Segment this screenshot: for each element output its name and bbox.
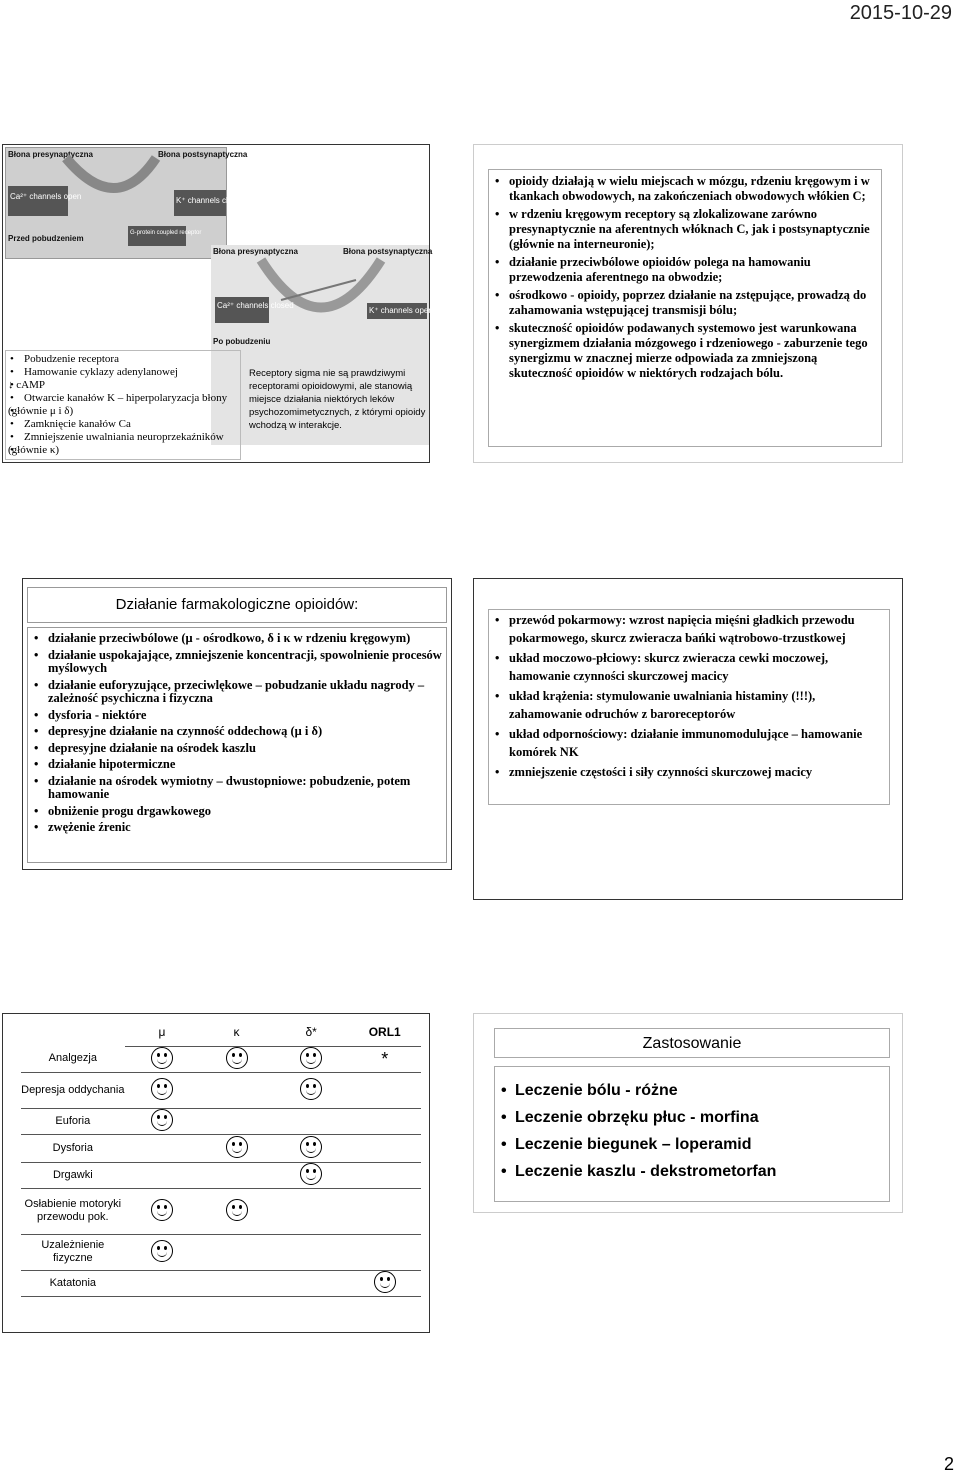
table-row [21,1134,421,1162]
smiley-icon [226,1136,248,1158]
cell-mu [125,1108,200,1134]
cell-orl1 [348,1108,421,1134]
applications-title-box [494,1028,890,1058]
label-before-excitation: Przed pobudzeniem [8,234,84,243]
sites-box [488,169,882,447]
smiley-icon [226,1047,248,1069]
cell-delta [274,1072,349,1108]
table-row [21,1108,421,1134]
slide-pharmacological-action [22,578,452,870]
list-item: • dysforia - niektóre [32,709,442,723]
table-row [21,1072,421,1108]
table-row [21,1162,421,1188]
table-header-row [21,1018,421,1046]
cell-mu [125,1134,200,1162]
cell-kappa [199,1270,274,1296]
list-item: • Zmniejszenie uwalniania neuroprzekaźników [8,431,238,444]
receptor-effects-table [21,1018,421,1297]
row-label: Analgezja [21,1046,125,1072]
header-kappa: κ [199,1018,274,1046]
list-item: • działanie uspokajające, zmniejszenie koncentracji, spowolnienie procesów myślowych [32,649,442,676]
label-postsynaptic-2: Błona postsynaptyczna [343,247,433,256]
list-item: • działanie euforyzujące, przeciwlękowe – pobudzanie układu nagrody – zależność psychiczna i fizyczna [32,679,442,706]
list-item: • Zamknięcie kanałów Ca [8,418,238,431]
cell-kappa [199,1234,274,1270]
cell-kappa [199,1162,274,1188]
row-label: Uzależnienie fizyczne [21,1234,125,1270]
list-item: • zmniejszenie częstości i siły czynności skurczowej macicy [493,764,885,782]
applications-list-box [494,1066,890,1202]
list-item: • (głównie μ i δ) [8,405,238,418]
action-list-box [27,627,447,863]
smiley-icon [151,1047,173,1069]
slide-title: Działanie farmakologiczne opioidów: [115,596,359,613]
label-k-open: K⁺ channels open [369,306,433,315]
list-item: • ↓ cAMP [8,379,238,392]
table-row [21,1270,421,1296]
mechanism-list-box [5,350,241,460]
label-postsynaptic: Błona postsynaptyczna [158,150,248,159]
list-item: • układ moczowo-płciowy: skurcz zwieracza cewki moczowej, hamowanie czynności skurczowej macicy [493,650,885,685]
cell-mu [125,1188,200,1234]
list-item: • Leczenie bólu - różne [499,1077,885,1104]
page-date: 2015-10-29 [849,2,952,24]
smiley-icon [374,1271,396,1293]
header-delta: δ* [274,1018,349,1046]
slide-receptor-mechanism [2,144,433,463]
row-label: Drgawki [21,1162,125,1188]
cell-kappa [199,1046,274,1072]
cell-orl1 [348,1270,421,1296]
smiley-icon [300,1136,322,1158]
smiley-icon [300,1163,322,1185]
list-item: • w rdzeniu kręgowym receptory są zlokalizowane zarówno presynaptycznie na aferentnych włóknach C, jak i postsynaptycznie (głównie na interneuronie); [493,207,877,252]
cell-orl1: * [348,1046,421,1072]
label-presynaptic: Błona presynaptyczna [8,150,93,159]
label-presynaptic-2: Błona presynaptyczna [213,247,298,256]
cell-kappa [199,1188,274,1234]
slide-applications [473,1013,903,1213]
list-item: • Leczenie kaszlu - dekstrometorfan [499,1158,885,1185]
cell-delta [274,1162,349,1188]
list-item: • opioidy działają w wielu miejscach w mózgu, rdzeniu kręgowym i w tkankach obwodowych, na zakończeniach obwodowych włókien C; [493,174,877,204]
label-ca-closed: Ca²⁺ channels closed [217,301,294,310]
cell-mu [125,1072,200,1108]
cell-delta [274,1134,349,1162]
list-item: • działanie przeciwbólowe (μ - ośrodkowo, δ i κ w rdzeniu kręgowym) [32,632,442,646]
cell-kappa [199,1072,274,1108]
header-orl1: ORL1 [348,1018,421,1046]
label-gprotein: G-protein coupled receptor [130,230,202,236]
list-item: • Hamowanie cyklazy adenylanowej [8,366,238,379]
label-ca-open: Ca²⁺ channels open [10,192,82,201]
smiley-icon [300,1047,322,1069]
smiley-icon [300,1078,322,1100]
cell-orl1 [348,1188,421,1234]
cell-kappa [199,1108,274,1134]
label-after-excitation: Po pobudzeniu [213,337,271,346]
smiley-icon [151,1109,173,1131]
action-title-box [27,587,447,623]
table-row [21,1234,421,1270]
list-item: • (głównie κ) [8,444,238,457]
slide-receptor-table [2,1013,430,1333]
header-mu: μ [125,1018,200,1046]
cell-delta [274,1188,349,1234]
smiley-icon [151,1199,173,1221]
membrane-curve [6,148,226,258]
list-item: • obniżenie progu drgawkowego [32,805,442,819]
page-number: 2 [943,1454,954,1474]
cell-orl1 [348,1072,421,1108]
cell-delta [274,1270,349,1296]
cell-orl1 [348,1134,421,1162]
list-item: • Pobudzenie receptora [8,353,238,366]
row-label: Depresja oddychania [21,1072,125,1108]
list-item: • przewód pokarmowy: wzrost napięcia mięśni gładkich przewodu pokarmowego, skurcz zwieracza bańki wątrobowo-trzustkowej [493,612,885,647]
list-item: • Leczenie obrzęku płuc - morfina [499,1104,885,1131]
row-label: Katatonia [21,1270,125,1296]
cell-delta [274,1046,349,1072]
slide-opioid-sites [473,144,903,463]
smiley-icon [151,1240,173,1262]
list-item: • działanie przeciwbólowe opioidów polega na hamowaniu przewodzenia aferentnego na obwodzie; [493,255,877,285]
cell-mu [125,1234,200,1270]
table-row [21,1046,421,1072]
label-k-closed: K⁺ channels closed [176,196,246,205]
cell-orl1 [348,1162,421,1188]
list-item: • Leczenie biegunek – loperamid [499,1131,885,1158]
list-item: • Otwarcie kanałów K – hiperpolaryzacja błony [8,392,238,405]
list-item: • układ odpornościowy: działanie immunomodulujące – hamowanie komórek NK [493,726,885,761]
smiley-icon [226,1199,248,1221]
cell-kappa [199,1134,274,1162]
list-item: • depresyjne działanie na ośrodek kaszlu [32,742,442,756]
cell-orl1 [348,1234,421,1270]
cell-mu [125,1162,200,1188]
cell-delta [274,1234,349,1270]
list-item: • skuteczność opioidów podawanych systemowo jest warunkowana synergizmem działania mózgowego i rdzeniowego - zaburzenie tego synergizmu w znacznej mierze odpowiada za zmniejszoną skuteczność opioidów w niektórych rodzajach bólu. [493,321,877,381]
list-item: • ośrodkowo - opioidy, poprzez działanie na zstępujące, prowadzą do zahamowania wstępującej transmisji bólu; [493,288,877,318]
list-item: • działanie hipotermiczne [32,758,442,772]
cell-mu [125,1046,200,1072]
smiley-icon [151,1078,173,1100]
cell-mu [125,1270,200,1296]
table-row [21,1188,421,1234]
list-item: • zwężenie źrenic [32,821,442,835]
list-item: • układ krążenia: stymulowanie uwalniania histaminy (!!!), zahamowanie odruchów z baroreceptorów [493,688,885,723]
slide-systemic-effects [473,578,903,900]
row-label: Dysforia [21,1134,125,1162]
diagram-before-excitation [5,147,248,259]
header-empty [21,1018,125,1046]
cell-delta [274,1108,349,1134]
row-label: Euforia [21,1108,125,1134]
slide-title: Zastosowanie [642,1035,742,1052]
list-item: • działanie na ośrodek wymiotny – dwustopniowe: pobudzenie, potem hamowanie [32,775,442,802]
sigma-caption: Receptory sigma nie są prawdziwymi receptorami opioidowymi, ale stanowią miejsce działania niektórych leków psychozomimetycznych, z którymi opioidy wchodzą w interakcje. [249,368,426,431]
effects-box [488,609,890,805]
row-label: Osłabienie motoryki przewodu pok. [21,1188,125,1234]
list-item: • depresyjne działanie na czynność oddechową (μ i δ) [32,725,442,739]
